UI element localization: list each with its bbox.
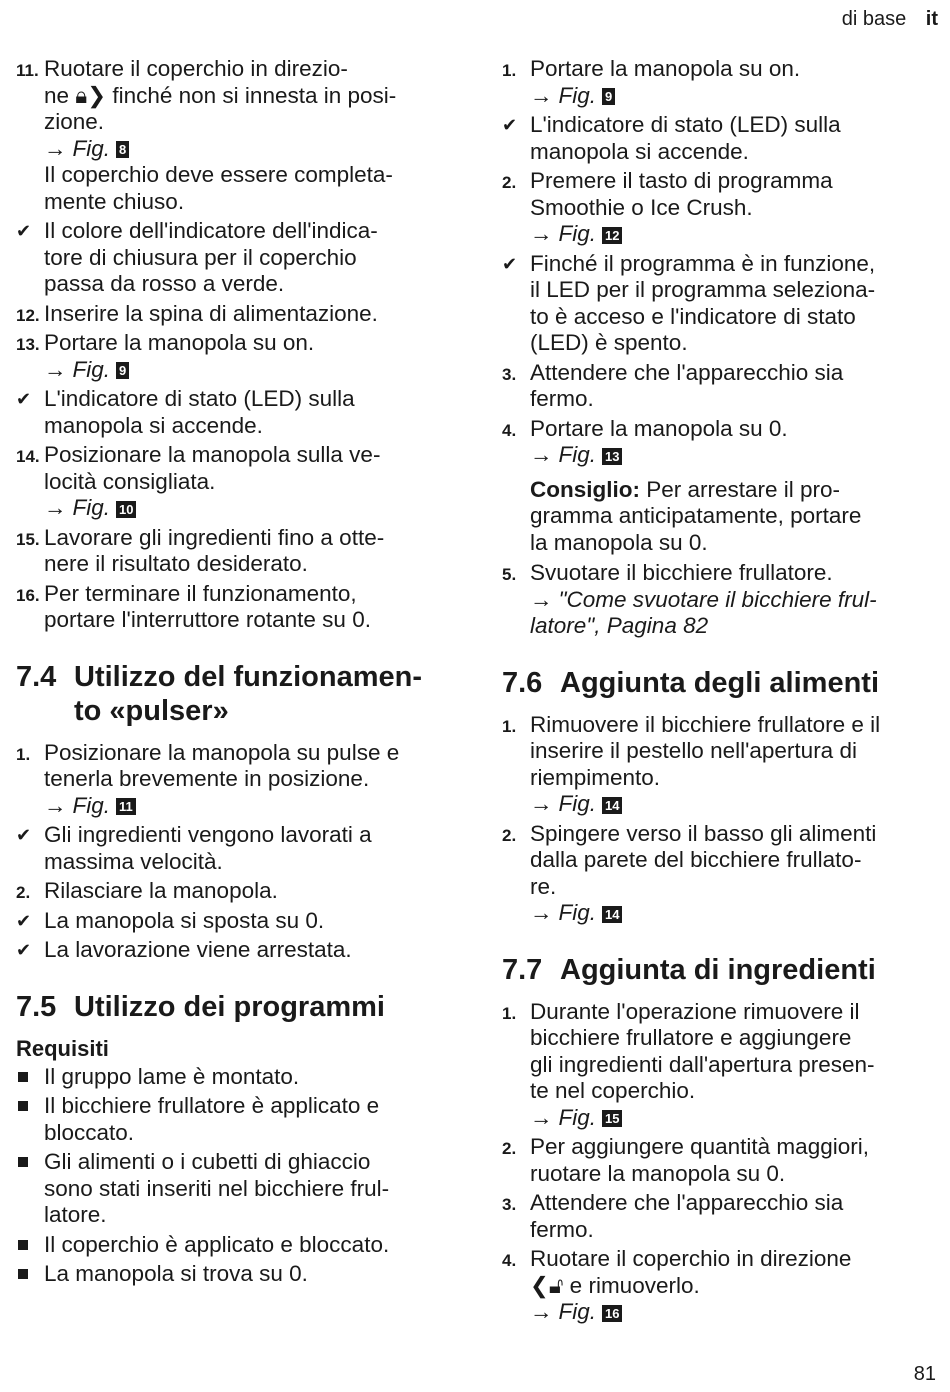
step-item — [502, 712, 942, 818]
step-item — [502, 168, 942, 248]
figure-number-badge: 16 — [602, 1305, 622, 1322]
figure-label: Fig. — [558, 1104, 597, 1130]
step-number: 3. — [502, 1195, 517, 1214]
step-number: 1. — [502, 61, 517, 80]
figure-number-badge: 11 — [116, 798, 136, 815]
step-item — [16, 740, 456, 820]
figure-reference — [44, 495, 456, 522]
text-line: Portare la manopola su on. — [44, 330, 315, 355]
figure-label: Fig. — [72, 495, 111, 520]
figure-reference — [530, 791, 942, 818]
figure-reference — [530, 83, 942, 110]
text-line: manopola si accende. — [530, 138, 749, 164]
text-line: Posizionare la manopola sulla ve- — [44, 442, 381, 467]
reference-text: latore", Pagina 82 — [530, 613, 709, 638]
figure-label: Fig. — [558, 791, 597, 816]
text-line: ruotare la manopola su 0. — [530, 1160, 786, 1186]
checkmark-icon: ✔ — [502, 115, 518, 135]
text-line: Il gruppo lame è montato. — [44, 1063, 300, 1089]
figure-label: Fig. — [558, 900, 597, 925]
arrow-icon: → — [530, 1104, 553, 1130]
requirements-label: Requisiti — [16, 1035, 109, 1061]
step-item — [502, 1246, 942, 1326]
page-number: 81 — [913, 1363, 936, 1385]
text-line: Il bicchiere frullatore è applicato e — [44, 1093, 380, 1118]
text-line: Gli ingredienti vengono lavorati a — [44, 822, 372, 847]
requirement-item — [16, 1149, 456, 1229]
text-line: Finché il programma è in funzione, — [530, 250, 876, 276]
section-number: 7.6 — [502, 666, 543, 699]
step-item — [16, 442, 456, 522]
checkmark-icon: ✔ — [16, 389, 32, 409]
text-line: bicchiere frullatore e aggiungere — [530, 1025, 852, 1050]
arrow-icon: → — [530, 791, 553, 816]
text-line: Attendere che l'apparecchio sia — [530, 359, 844, 385]
figure-reference — [44, 357, 456, 384]
reference-text: "Come svuotare il bicchiere frul- — [558, 586, 877, 612]
step-number: 5. — [502, 565, 517, 584]
text-line: te nel coperchio. — [530, 1078, 696, 1103]
text-line: Lavorare gli ingredienti fino a otte- — [44, 524, 385, 550]
step-item — [502, 1190, 942, 1243]
text-line: La lavorazione viene arrestata. — [44, 937, 352, 962]
text-line: fermo. — [530, 1216, 594, 1242]
arrow-icon: → — [530, 221, 553, 246]
bullet-square-icon — [18, 1072, 28, 1082]
step-number: 1. — [16, 744, 31, 764]
result-item — [502, 112, 942, 165]
header-language: it — [925, 8, 938, 30]
text-line: Smoothie o Ice Crush. — [530, 194, 753, 220]
text-line: Il coperchio è applicato e bloccato. — [44, 1231, 390, 1257]
step-item — [16, 525, 456, 578]
figure-label: Fig. — [558, 82, 597, 108]
text-line: L'indicatore di stato (LED) sulla — [44, 386, 355, 411]
text-line: Portare la manopola su 0. — [530, 415, 788, 441]
page-header — [842, 8, 938, 31]
heading-line: Utilizzo del funzionamen- — [74, 660, 422, 693]
step-number: 3. — [502, 364, 517, 384]
bullet-square-icon — [18, 1240, 28, 1250]
figure-label: Fig. — [72, 135, 111, 161]
step-item — [502, 416, 942, 469]
step-number: 12. — [16, 305, 40, 325]
arrow-icon: → — [44, 135, 67, 161]
header-section: di base — [841, 8, 907, 30]
bullet-square-icon — [18, 1101, 28, 1111]
section-number: 7.7 — [502, 953, 543, 986]
step-number: 2. — [502, 1139, 517, 1158]
arrow-icon: → — [44, 792, 67, 818]
tip-text: la manopola su 0. — [530, 529, 708, 555]
bullet-square-icon — [18, 1269, 28, 1279]
figure-label: Fig. — [558, 442, 597, 467]
section-heading — [502, 953, 942, 987]
arrow-icon: → — [530, 900, 553, 925]
checkmark-icon: ✔ — [502, 253, 518, 274]
figure-number-badge: 13 — [602, 448, 622, 465]
text-line: La manopola si sposta su 0. — [44, 907, 325, 933]
step-item — [16, 330, 456, 383]
requirement-item — [16, 1232, 456, 1259]
step-number: 4. — [502, 420, 517, 440]
result-item — [16, 822, 456, 875]
section-heading — [16, 660, 456, 728]
result-item — [16, 937, 456, 964]
figure-reference — [530, 1299, 942, 1326]
text-line: Durante l'operazione rimuovere il — [530, 998, 860, 1024]
requirement-item — [16, 1261, 456, 1288]
text-line: fermo. — [530, 386, 594, 411]
text-line: Spingere verso il basso gli alimenti — [530, 820, 877, 846]
arrow-icon: → — [44, 356, 67, 382]
right-column — [502, 56, 942, 1329]
tip-text: gramma anticipatamente, portare — [530, 503, 862, 528]
step-item — [502, 1134, 942, 1187]
text-line: to è acceso e l'indicatore di stato — [530, 303, 856, 329]
text-line: massima velocità. — [44, 848, 223, 874]
step-item — [502, 821, 942, 927]
text-line: Il coperchio deve essere completa- — [44, 162, 393, 187]
requirement-item — [16, 1093, 456, 1146]
heading-line: Aggiunta di ingredienti — [560, 953, 876, 986]
figure-number-badge: 12 — [602, 227, 622, 244]
heading-line: Utilizzo dei programmi — [74, 990, 385, 1023]
text-line: Ruotare il coperchio in direzio- — [44, 56, 348, 81]
checkmark-icon: ✔ — [16, 940, 32, 960]
heading-line: Aggiunta degli alimenti — [560, 666, 880, 699]
result-item — [502, 251, 942, 357]
section-number: 7.4 — [16, 660, 57, 693]
text-line: Gli alimenti o i cubetti di ghiaccio — [44, 1149, 371, 1174]
checkmark-icon: ✔ — [16, 825, 32, 845]
step-number: 11. — [16, 61, 39, 80]
step-number: 2. — [16, 883, 31, 902]
figure-label: Fig. — [558, 1299, 597, 1324]
text-line: re. — [530, 873, 557, 899]
text-line: zione. — [44, 109, 105, 134]
figure-label: Fig. — [72, 792, 111, 818]
text-line: riempimento. — [530, 764, 661, 790]
bullet-square-icon — [18, 1157, 28, 1167]
text-line: Posizionare la manopola su pulse e — [44, 739, 400, 765]
step-number: 15. — [16, 529, 40, 549]
tip-box — [502, 477, 942, 557]
step-item — [16, 301, 456, 328]
page-reference — [530, 613, 942, 640]
text-line: locità consigliata. — [44, 468, 216, 494]
result-item — [16, 908, 456, 935]
figure-number-badge: 9 — [602, 88, 615, 105]
step-item — [16, 56, 456, 215]
text-line: ne 🔒︎❯ finché non si innesta in posi- — [44, 82, 397, 108]
text-line: La manopola si trova su 0. — [44, 1261, 308, 1286]
figure-label: Fig. — [72, 356, 111, 382]
text-line: latore. — [44, 1202, 107, 1227]
step-item — [502, 56, 942, 109]
figure-reference — [530, 221, 942, 248]
step-item — [502, 999, 942, 1132]
text-line: manopola si accende. — [44, 412, 263, 438]
checkmark-icon: ✔ — [16, 910, 32, 931]
text-line: L'indicatore di stato (LED) sulla — [530, 112, 841, 137]
text-line: Rimuovere il bicchiere frullatore e il — [530, 711, 881, 737]
page-reference — [530, 587, 942, 614]
text-line: Per aggiungere quantità maggiori, — [530, 1134, 869, 1159]
tip-text: Per arrestare il pro- — [639, 476, 841, 502]
step-number: 2. — [502, 173, 517, 192]
step-item — [16, 878, 456, 905]
step-item — [16, 581, 456, 634]
step-number: 13. — [16, 335, 40, 354]
section-number: 7.5 — [16, 990, 57, 1023]
requirement-item — [16, 1064, 456, 1091]
step-number: 2. — [502, 825, 517, 845]
text-line: passa da rosso a verde. — [44, 271, 285, 296]
text-line: inserire il pestello nell'apertura di — [530, 738, 857, 763]
step-item — [502, 360, 942, 413]
figure-reference — [530, 1105, 942, 1132]
step-number: 14. — [16, 447, 40, 466]
result-item — [16, 386, 456, 439]
heading-line: to «pulser» — [74, 694, 229, 727]
text-line: Il colore dell'indicatore dell'indica- — [44, 218, 378, 243]
figure-reference — [44, 793, 456, 820]
text-line: dalla parete del bicchiere frullato- — [530, 847, 862, 872]
tip-label: Consiglio: — [530, 476, 640, 502]
figure-reference — [530, 442, 942, 469]
arrow-icon: → — [530, 82, 553, 108]
text-line: portare l'interruttore rotante su 0. — [44, 607, 371, 632]
result-item — [16, 218, 456, 298]
arrow-icon: → — [530, 1299, 553, 1324]
figure-number-badge: 15 — [602, 1110, 622, 1127]
figure-number-badge: 14 — [602, 797, 622, 814]
text-line: Per terminare il funzionamento, — [44, 580, 357, 606]
text-line: Attendere che l'apparecchio sia — [530, 1190, 844, 1215]
text-line: Inserire la spina di alimentazione. — [44, 300, 378, 326]
left-column — [16, 56, 456, 1291]
figure-reference — [530, 900, 942, 927]
arrow-icon: → — [44, 495, 67, 520]
step-number: 4. — [502, 1251, 517, 1270]
text-line: il LED per il programma seleziona- — [530, 277, 876, 302]
text-line: Premere il tasto di programma — [530, 168, 833, 193]
text-line: Rilasciare la manopola. — [44, 878, 278, 903]
text-line: ❮🔓︎ e rimuoverlo. — [530, 1272, 700, 1298]
arrow-icon: → — [530, 442, 553, 467]
checkmark-icon: ✔ — [16, 221, 32, 241]
text-line: Svuotare il bicchiere frullatore. — [530, 560, 833, 585]
figure-number-badge: 10 — [116, 501, 136, 518]
step-item — [502, 560, 942, 640]
text-line: Portare la manopola su on. — [530, 56, 801, 81]
step-number: 1. — [502, 716, 517, 736]
text-line: tore di chiusura per il coperchio — [44, 244, 357, 270]
arrow-icon: → — [530, 586, 553, 612]
text-line: (LED) è spento. — [530, 330, 688, 355]
figure-number-badge: 8 — [116, 141, 129, 158]
step-number: 1. — [502, 1003, 517, 1023]
figure-reference — [44, 136, 456, 163]
text-line: tenerla brevemente in posizione. — [44, 766, 370, 791]
figure-number-badge: 9 — [116, 362, 129, 379]
step-number: 16. — [16, 585, 40, 605]
section-heading — [16, 990, 456, 1024]
text-line: bloccato. — [44, 1119, 135, 1145]
text-line: gli ingredienti dall'apertura presen- — [530, 1051, 875, 1077]
text-line: Ruotare il coperchio in direzione — [530, 1246, 852, 1271]
text-line: sono stati inseriti nel bicchiere frul- — [44, 1175, 390, 1201]
figure-label: Fig. — [558, 221, 597, 246]
figure-number-badge: 14 — [602, 906, 622, 923]
section-heading — [502, 666, 942, 700]
text-line: nere il risultato desiderato. — [44, 551, 308, 576]
text-line: mente chiuso. — [44, 188, 185, 214]
